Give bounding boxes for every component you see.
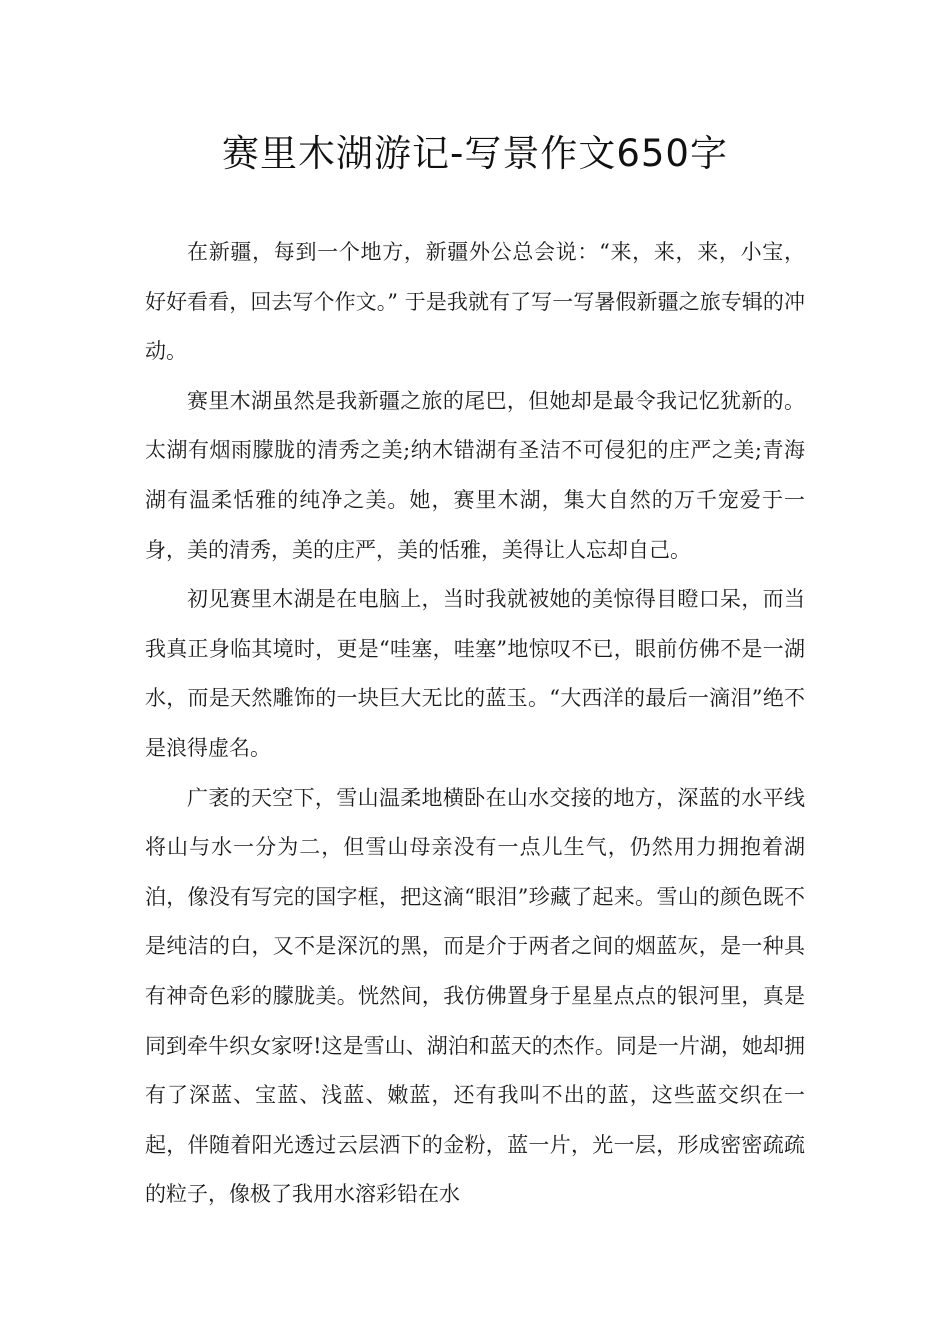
paragraph-1: 在新疆，每到一个地方，新疆外公总会说：“来，来，来，小宝，好好看看，回去写个作文。” 于是我就有了写一写暑假新疆之旅专辑的冲动。 [145,240,805,364]
paragraph-3: 初见赛里木湖是在电脑上，当时我就被她的美惊得目瞪口呆，而当我真正身临其境时，更是“哇塞，哇塞”地惊叹不已，眼前仿佛不是一湖水，而是天然雕饰的一块巨大无比的蓝玉。“大西洋的最后一滴泪”绝不是浪得虚名。 [145,587,805,760]
document-body [145,228,805,1220]
paragraph-4: 广袤的天空下，雪山温柔地横卧在山水交接的地方，深蓝的水平线将山与水一分为二，但雪山母亲没有一点儿生气，仍然用力拥抱着湖泊，像没有写完的国字框，把这滴“眼泪”珍藏了起来。雪山的颜色既不是纯洁的白，又不是深沉的黑，而是介于两者之间的烟蓝灰，是一种具有神奇色彩的朦胧美。恍然间，我仿佛置身于星星点点的银河里，真是同到牵牛织女家呀!这是雪山、湖泊和蓝天的杰作。同是一片湖，她却拥有了深蓝、宝蓝、浅蓝、嫩蓝，还有我叫不出的蓝，这些蓝交织在一起，伴随着阳光透过云层洒下的金粉，蓝一片，光一层，形成密密疏疏的粒子，像极了我用水溶彩铅在水 [145,785,805,1207]
document-title: 赛里木湖游记-写景作文650字 [222,132,728,175]
paragraph-2: 赛里木湖虽然是我新疆之旅的尾巴，但她却是最令我记忆犹新的。太湖有烟雨朦胧的清秀之美;纳木错湖有圣洁不可侵犯的庄严之美;青海湖有温柔恬雅的纯净之美。她，赛里木湖，集大自然的万千宠爱于一身，美的清秀，美的庄严，美的恬雅，美得让人忘却自己。 [145,388,805,562]
